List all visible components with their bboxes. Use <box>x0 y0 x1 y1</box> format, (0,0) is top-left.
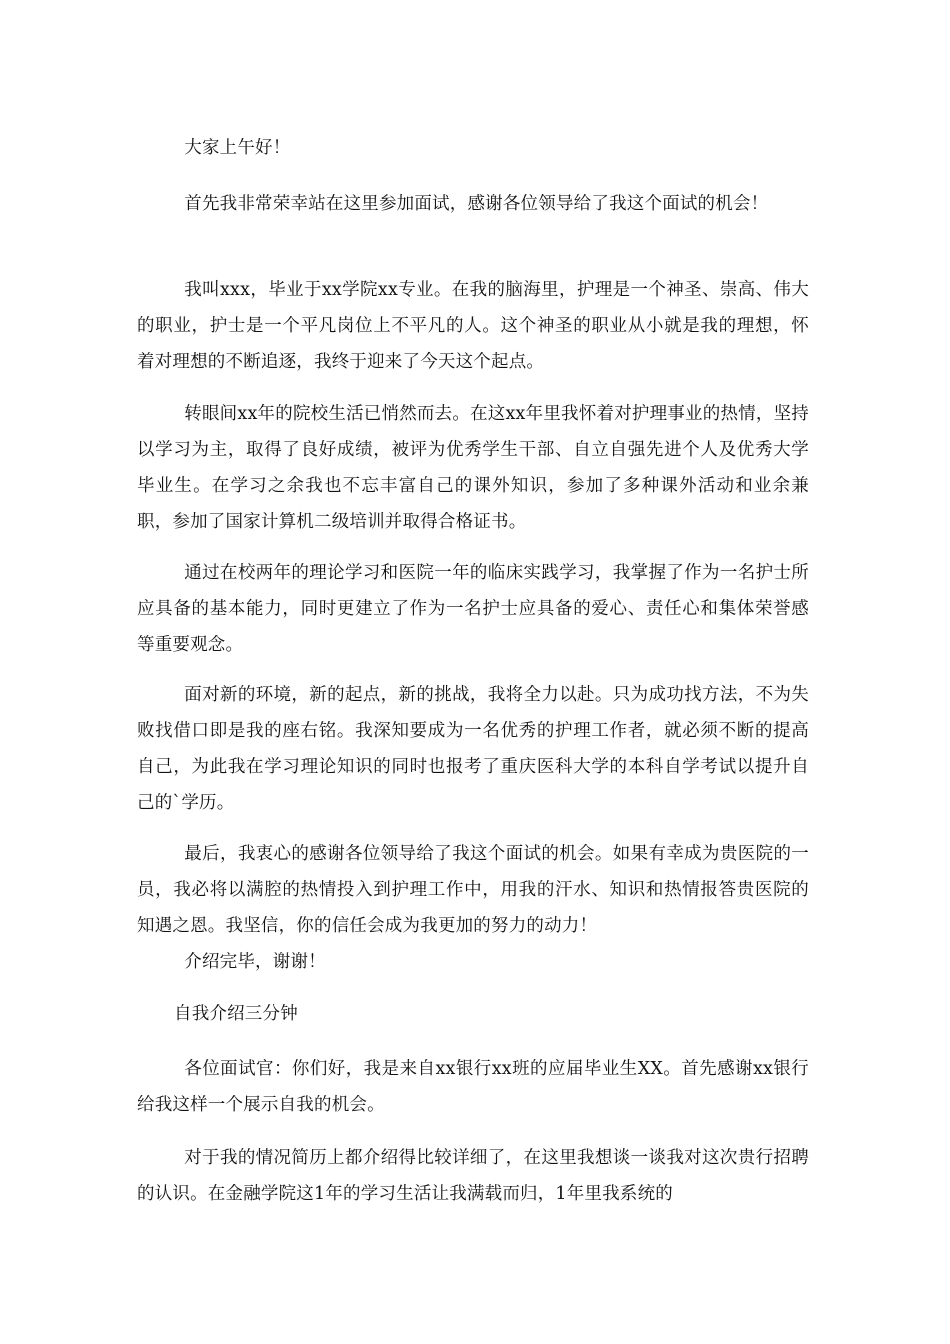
paragraph-motto: 面对新的环境，新的起点，新的挑战，我将全力以赴。只为成功找方法，不为失败找借口即是我的座右铭。我深知要成为一名优秀的护理工作者，就必须不断的提高自己，为此我在学习理论知识的同时也报考了重庆医科大学的本科自学考试以提升自己的`学历。 <box>137 685 809 813</box>
paragraph-practice: 通过在校两年的理论学习和医院一年的临床实践学习，我掌握了作为一名护士所应具备的基本能力，同时更建立了作为一名护士应具备的爱心、责任心和集体荣誉感等重要观念。 <box>137 563 809 655</box>
paragraph-school-life: 转眼间xx年的院校生活已悄然而去。在这xx年里我怀着对护理事业的热情，坚持以学习为主，取得了良好成绩，被评为优秀学生干部、自立自强先进个人及优秀大学毕业生。在学习之余我也不忘丰富自己的课外知识，参加了多种课外活动和业余兼职，参加了国家计算机二级培训并取得合格证书。 <box>137 404 809 532</box>
section-title: 自我介绍三分钟 <box>174 1004 298 1024</box>
paragraph-introduction: 我叫xxx，毕业于xx学院xx专业。在我的脑海里，护理是一个神圣、崇高、伟大的职业，护士是一个平凡岗位上不平凡的人。这个神圣的职业从小就是我的理想，怀着对理想的不断追逐，我终于迎来了今天这个起点。 <box>137 280 809 372</box>
paragraph-greeting: 大家上午好！ <box>184 138 291 158</box>
paragraph-closing: 最后，我衷心的感谢各位领导给了我这个面试的机会。如果有幸成为贵医院的一员，我必将以满腔的热情投入到护理工作中，用我的汗水、知识和热情报答贵医院的知遇之恩。我坚信，你的信任会成为我更加的努力的动力！ <box>137 844 809 936</box>
paragraph-finish: 介绍完毕，谢谢！ <box>184 952 326 972</box>
paragraph-thanks: 首先我非常荣幸站在这里参加面试，感谢各位领导给了我这个面试的机会！ <box>184 194 769 214</box>
paragraph-bank-greeting: 各位面试官：你们好，我是来自xx银行xx班的应届毕业生XX。首先感谢xx银行给我这样一个展示自我的机会。 <box>137 1059 809 1115</box>
paragraph-bank-recruitment: 对于我的情况简历上都介绍得比较详细了，在这里我想谈一谈我对这次贵行招聘的认识。在金融学院这1年的学习生活让我满载而归，1年里我系统的 <box>137 1148 809 1204</box>
